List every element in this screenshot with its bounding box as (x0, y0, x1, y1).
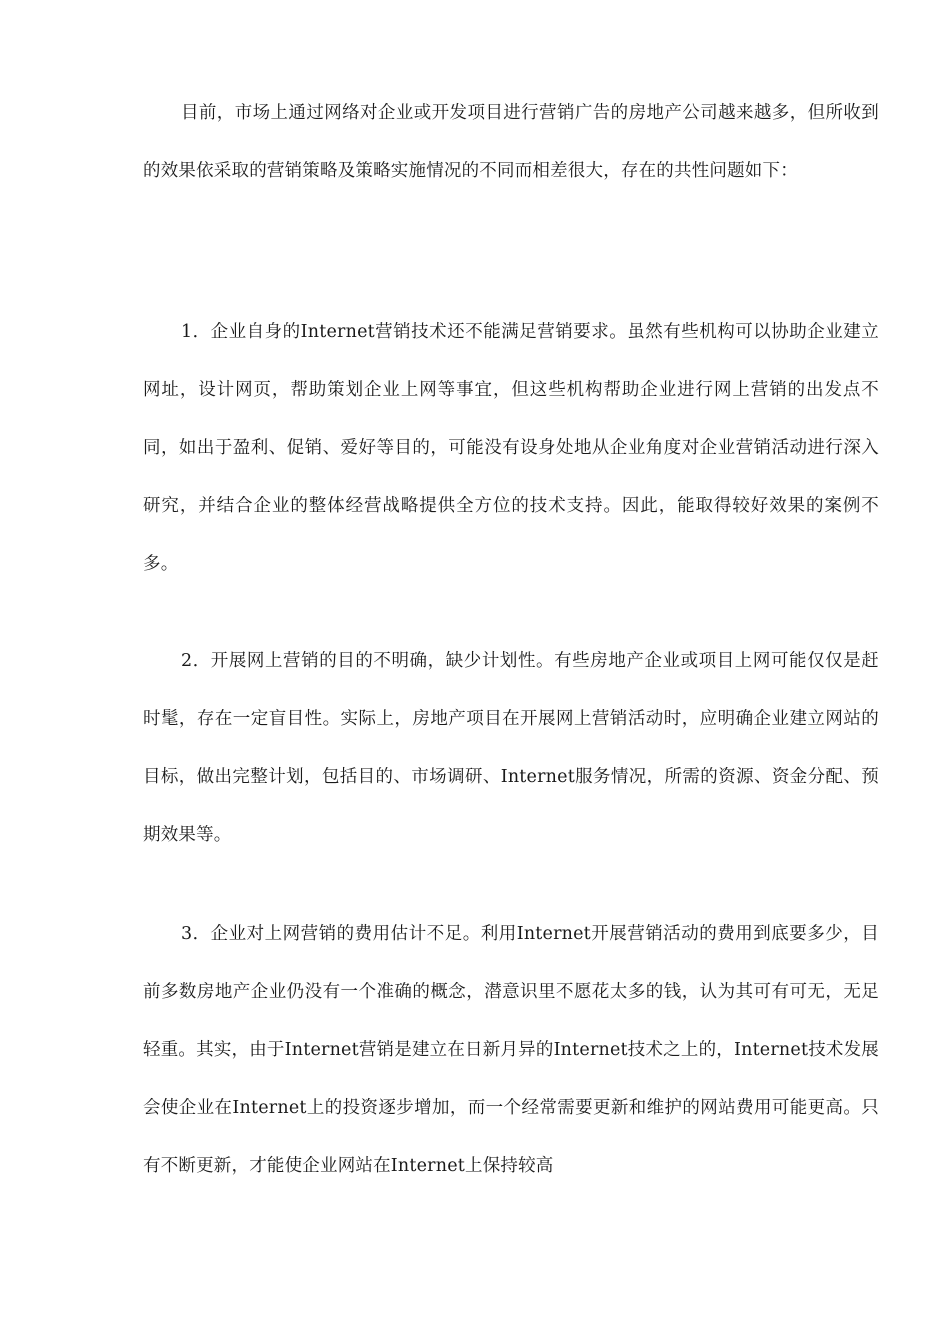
problem-1-paragraph: 1．企业自身的Internet营销技术还不能满足营销要求。虽然有些机构可以协助企业建立网址，设计网页，帮助策划企业上网等事宜，但这些机构帮助企业进行网上营销的出发点不同，如出于盈利、促销、爱好等目的，可能没有设身处地从企业角度对企业营销活动进行深入研究，并结合企业的整体经营战略提供全方位的技术支持。因此，能取得较好效果的案例不多。 (143, 322, 879, 574)
problem-3-paragraph: 3．企业对上网营销的费用估计不足。利用Internet开展营销活动的费用到底要多少，目前多数房地产企业仍没有一个准确的概念，潜意识里不愿花太多的钱，认为其可有可无，无足轻重。其实，由于Internet营销是建立在日新月异的Internet技术之上的，Internet技术发展会使企业在Internet上的投资逐步增加，而一个经常需要更新和维护的网站费用可能更高。只有不断更新，才能使企业网站在Internet上保持较高 (143, 924, 879, 1176)
problem-2-paragraph: 2．开展网上营销的目的不明确，缺少计划性。有些房地产企业或项目上网可能仅仅是赶时髦，存在一定盲目性。实际上，房地产项目在开展网上营销活动时，应明确企业建立网站的目标，做出完整计划，包括目的、市场调研、Internet服务情况，所需的资源、资金分配、预期效果等。 (143, 651, 879, 845)
intro-paragraph: 目前，市场上通过网络对企业或开发项目进行营销广告的房地产公司越来越多，但所收到的效果依采取的营销策略及策略实施情况的不同而相差很大，存在的共性问题如下： (143, 103, 879, 181)
